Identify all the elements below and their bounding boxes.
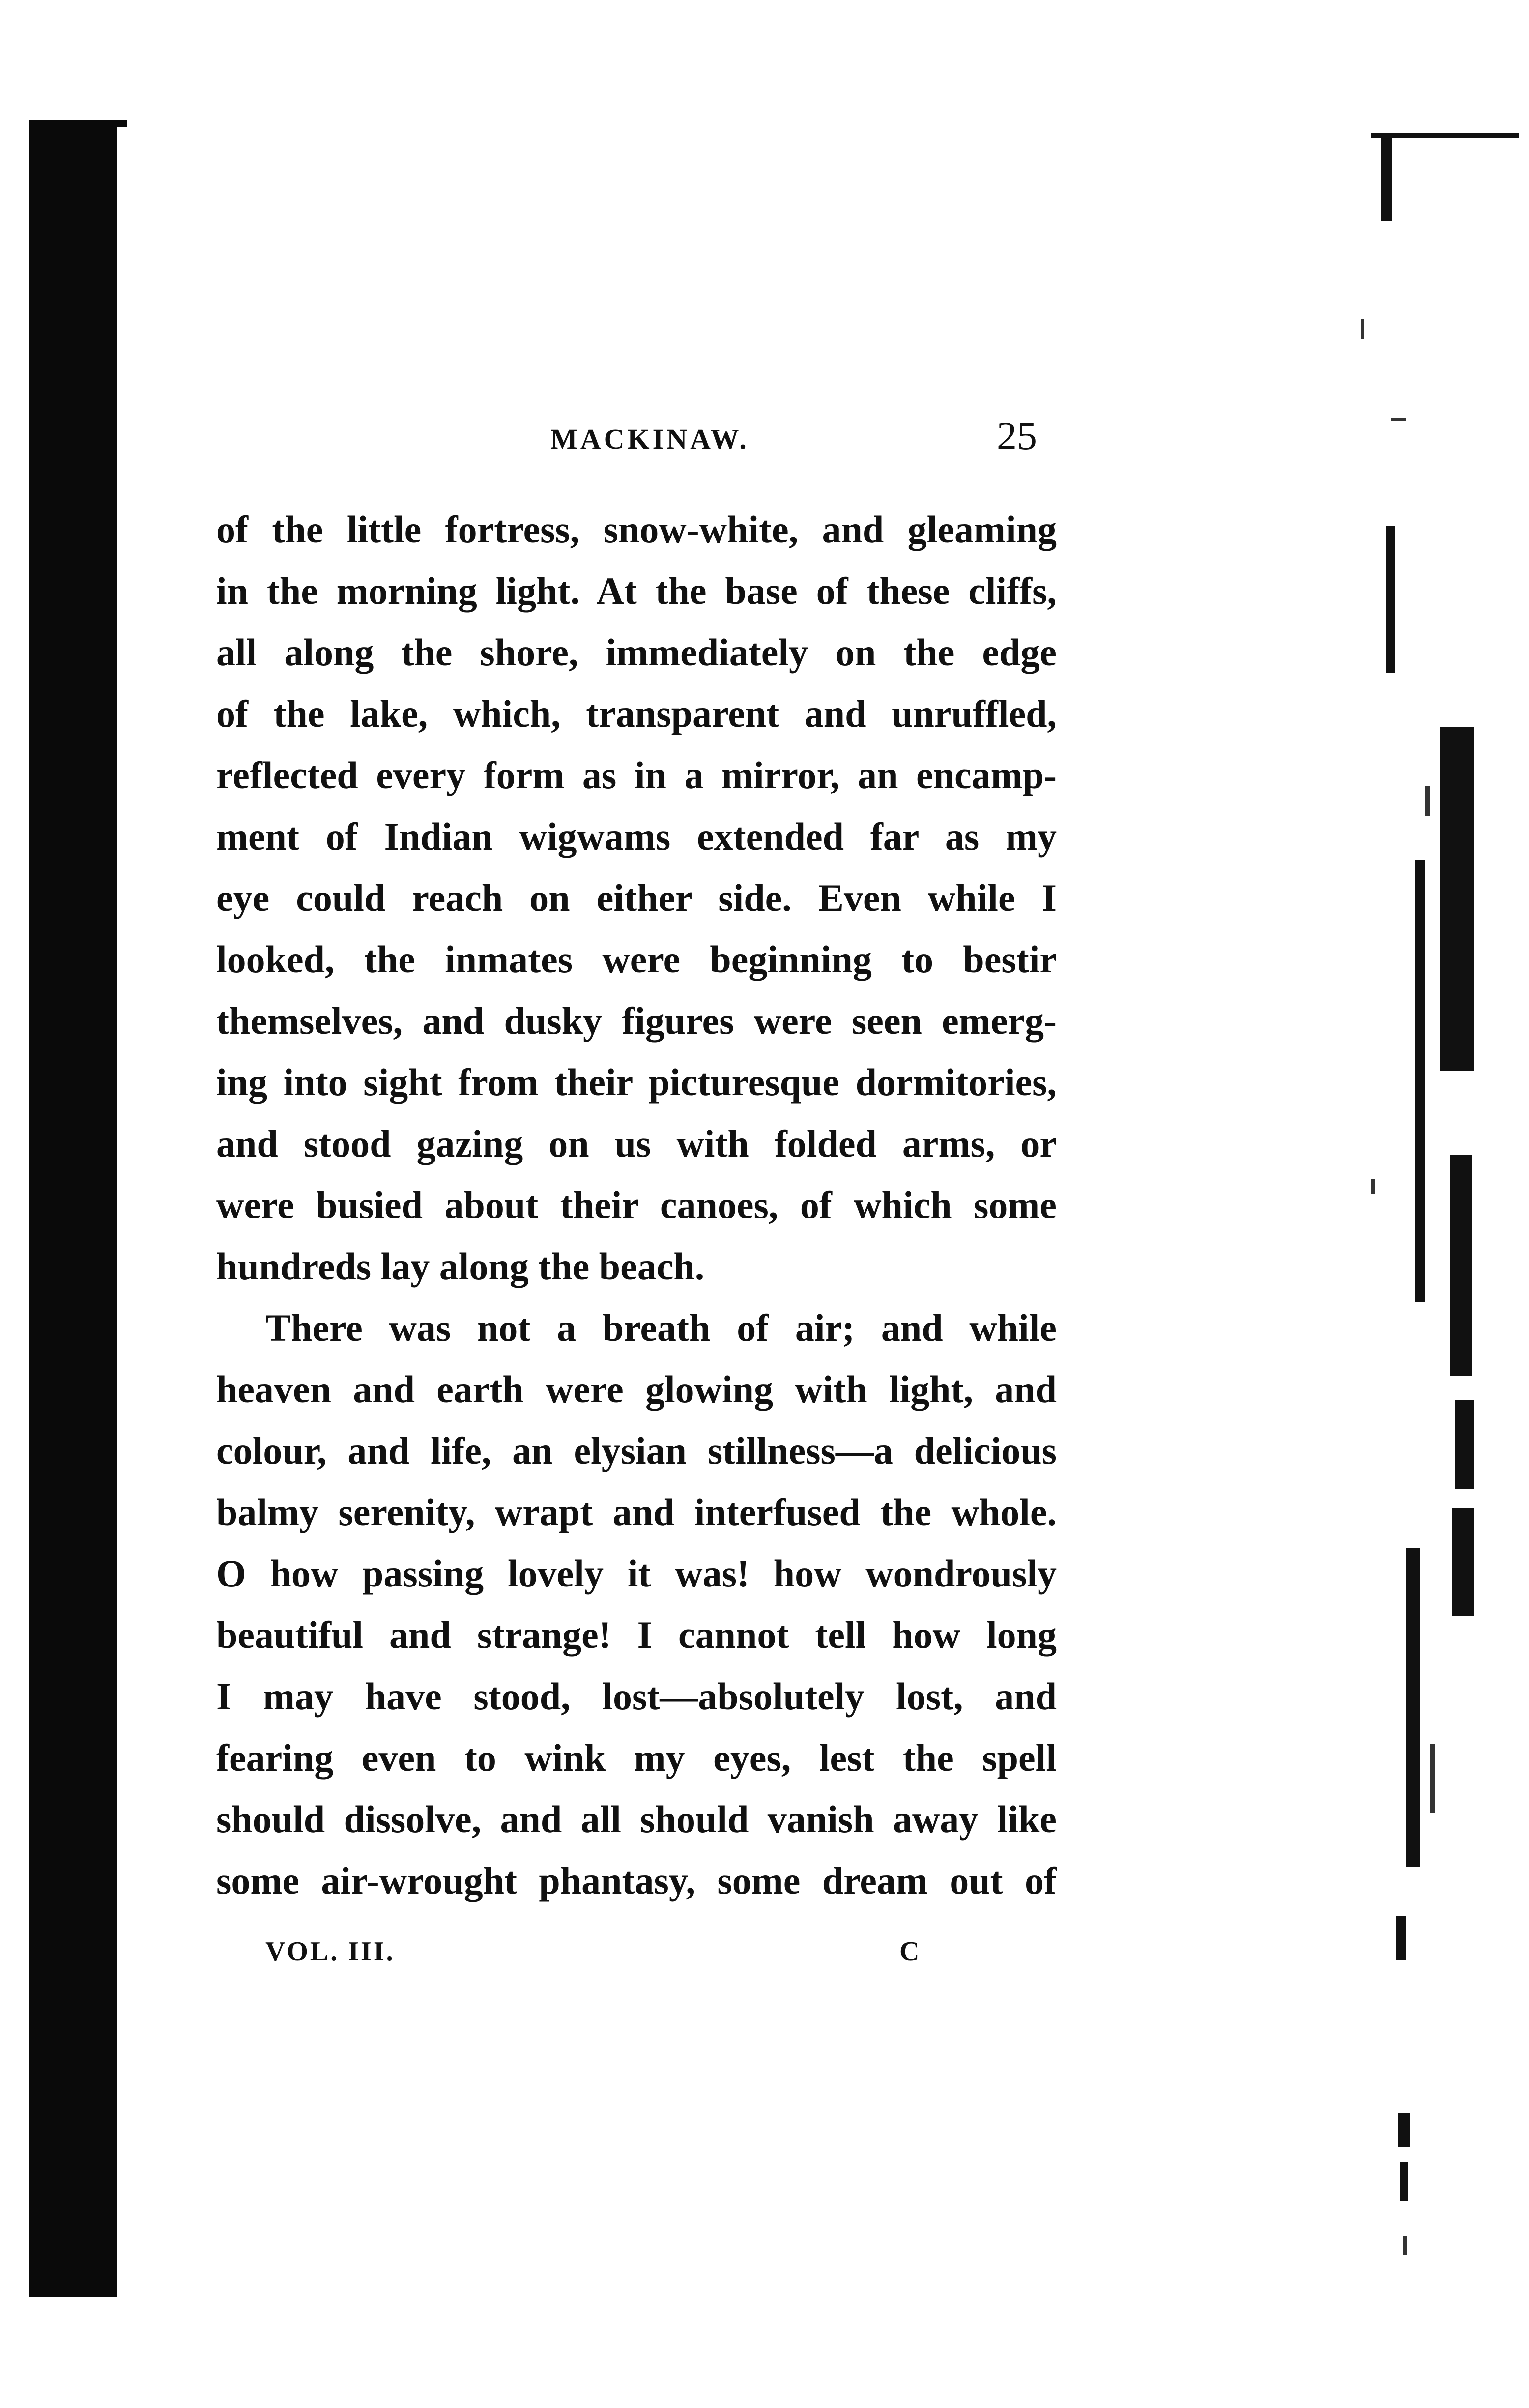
edge-artifact [1381, 133, 1392, 221]
edge-artifact [1452, 1508, 1474, 1616]
text-line: themselves, and dusky figures were seen emerg- [216, 999, 1057, 1042]
edge-artifact [1371, 1179, 1375, 1194]
text-line: colour, and life, an elysian stillness—a delicious [216, 1429, 1057, 1472]
text-line: O how passing lovely it was! how wondrously [216, 1552, 1057, 1595]
text-line: some air-wrought phantasy, some dream out of [216, 1859, 1057, 1902]
text-line: beautiful and strange! I cannot tell how long [216, 1614, 1057, 1656]
edge-artifact [1415, 860, 1425, 1302]
text-line: looked, the inmates were beginning to bestir [216, 938, 1057, 981]
text-line: should dissolve, and all should vanish away like [216, 1798, 1057, 1841]
text-line: ment of Indian wigwams extended far as my [216, 815, 1057, 858]
paragraph-first-line: There was not a breath of air; and while [265, 1306, 1057, 1349]
signature-mark: C [899, 1936, 920, 1967]
edge-artifact [1450, 1155, 1472, 1376]
text-line: I may have stood, lost—absolutely lost, and [216, 1675, 1057, 1718]
edge-artifact [1361, 319, 1364, 339]
edge-artifact [1430, 1744, 1435, 1813]
edge-artifact [1403, 2236, 1407, 2255]
edge-artifact [1396, 1916, 1406, 1960]
text-line: ing into sight from their picturesque dormitories, [216, 1061, 1057, 1104]
text-line: were busied about their canoes, of which some [216, 1184, 1057, 1226]
edge-artifact [1455, 1400, 1474, 1489]
edge-artifact [1386, 526, 1395, 673]
text-line: hundreds lay along the beach. [216, 1245, 705, 1288]
edge-artifact [1400, 2162, 1408, 2201]
text-line: reflected every form as in a mirror, an encamp- [216, 754, 1057, 796]
text-line: and stood gazing on us with folded arms, or [216, 1122, 1057, 1165]
edge-artifact [1391, 418, 1406, 421]
edge-artifact [1425, 786, 1430, 816]
text-line: fearing even to wink my eyes, lest the spell [216, 1736, 1057, 1779]
signature-footer [265, 1936, 953, 1980]
text-line: of the lake, which, transparent and unruffled, [216, 692, 1057, 735]
edge-artifact [1398, 2113, 1410, 2147]
text-line: balmy serenity, wrapt and interfused the whole. [216, 1491, 1057, 1533]
text-line: eye could reach on either side. Even while I [216, 877, 1057, 919]
body-text [216, 499, 1057, 1911]
edge-artifact [1440, 727, 1474, 1071]
text-line: of the little fortress, snow-white, and gleaming [216, 508, 1057, 551]
text-line: all along the shore, immediately on the edge [216, 631, 1057, 674]
volume-mark: VOL. III. [265, 1936, 395, 1967]
right-edge-scan-artifacts [1342, 123, 1529, 2295]
running-header [216, 413, 1047, 467]
binding-edge [29, 125, 117, 2297]
text-line: heaven and earth were glowing with light, and [216, 1368, 1057, 1411]
running-title: MACKINAW. [550, 423, 750, 455]
edge-artifact [1371, 133, 1519, 138]
page-number: 25 [997, 413, 1037, 458]
edge-artifact [1406, 1548, 1420, 1867]
text-line: in the morning light. At the base of these cliffs, [216, 569, 1057, 612]
